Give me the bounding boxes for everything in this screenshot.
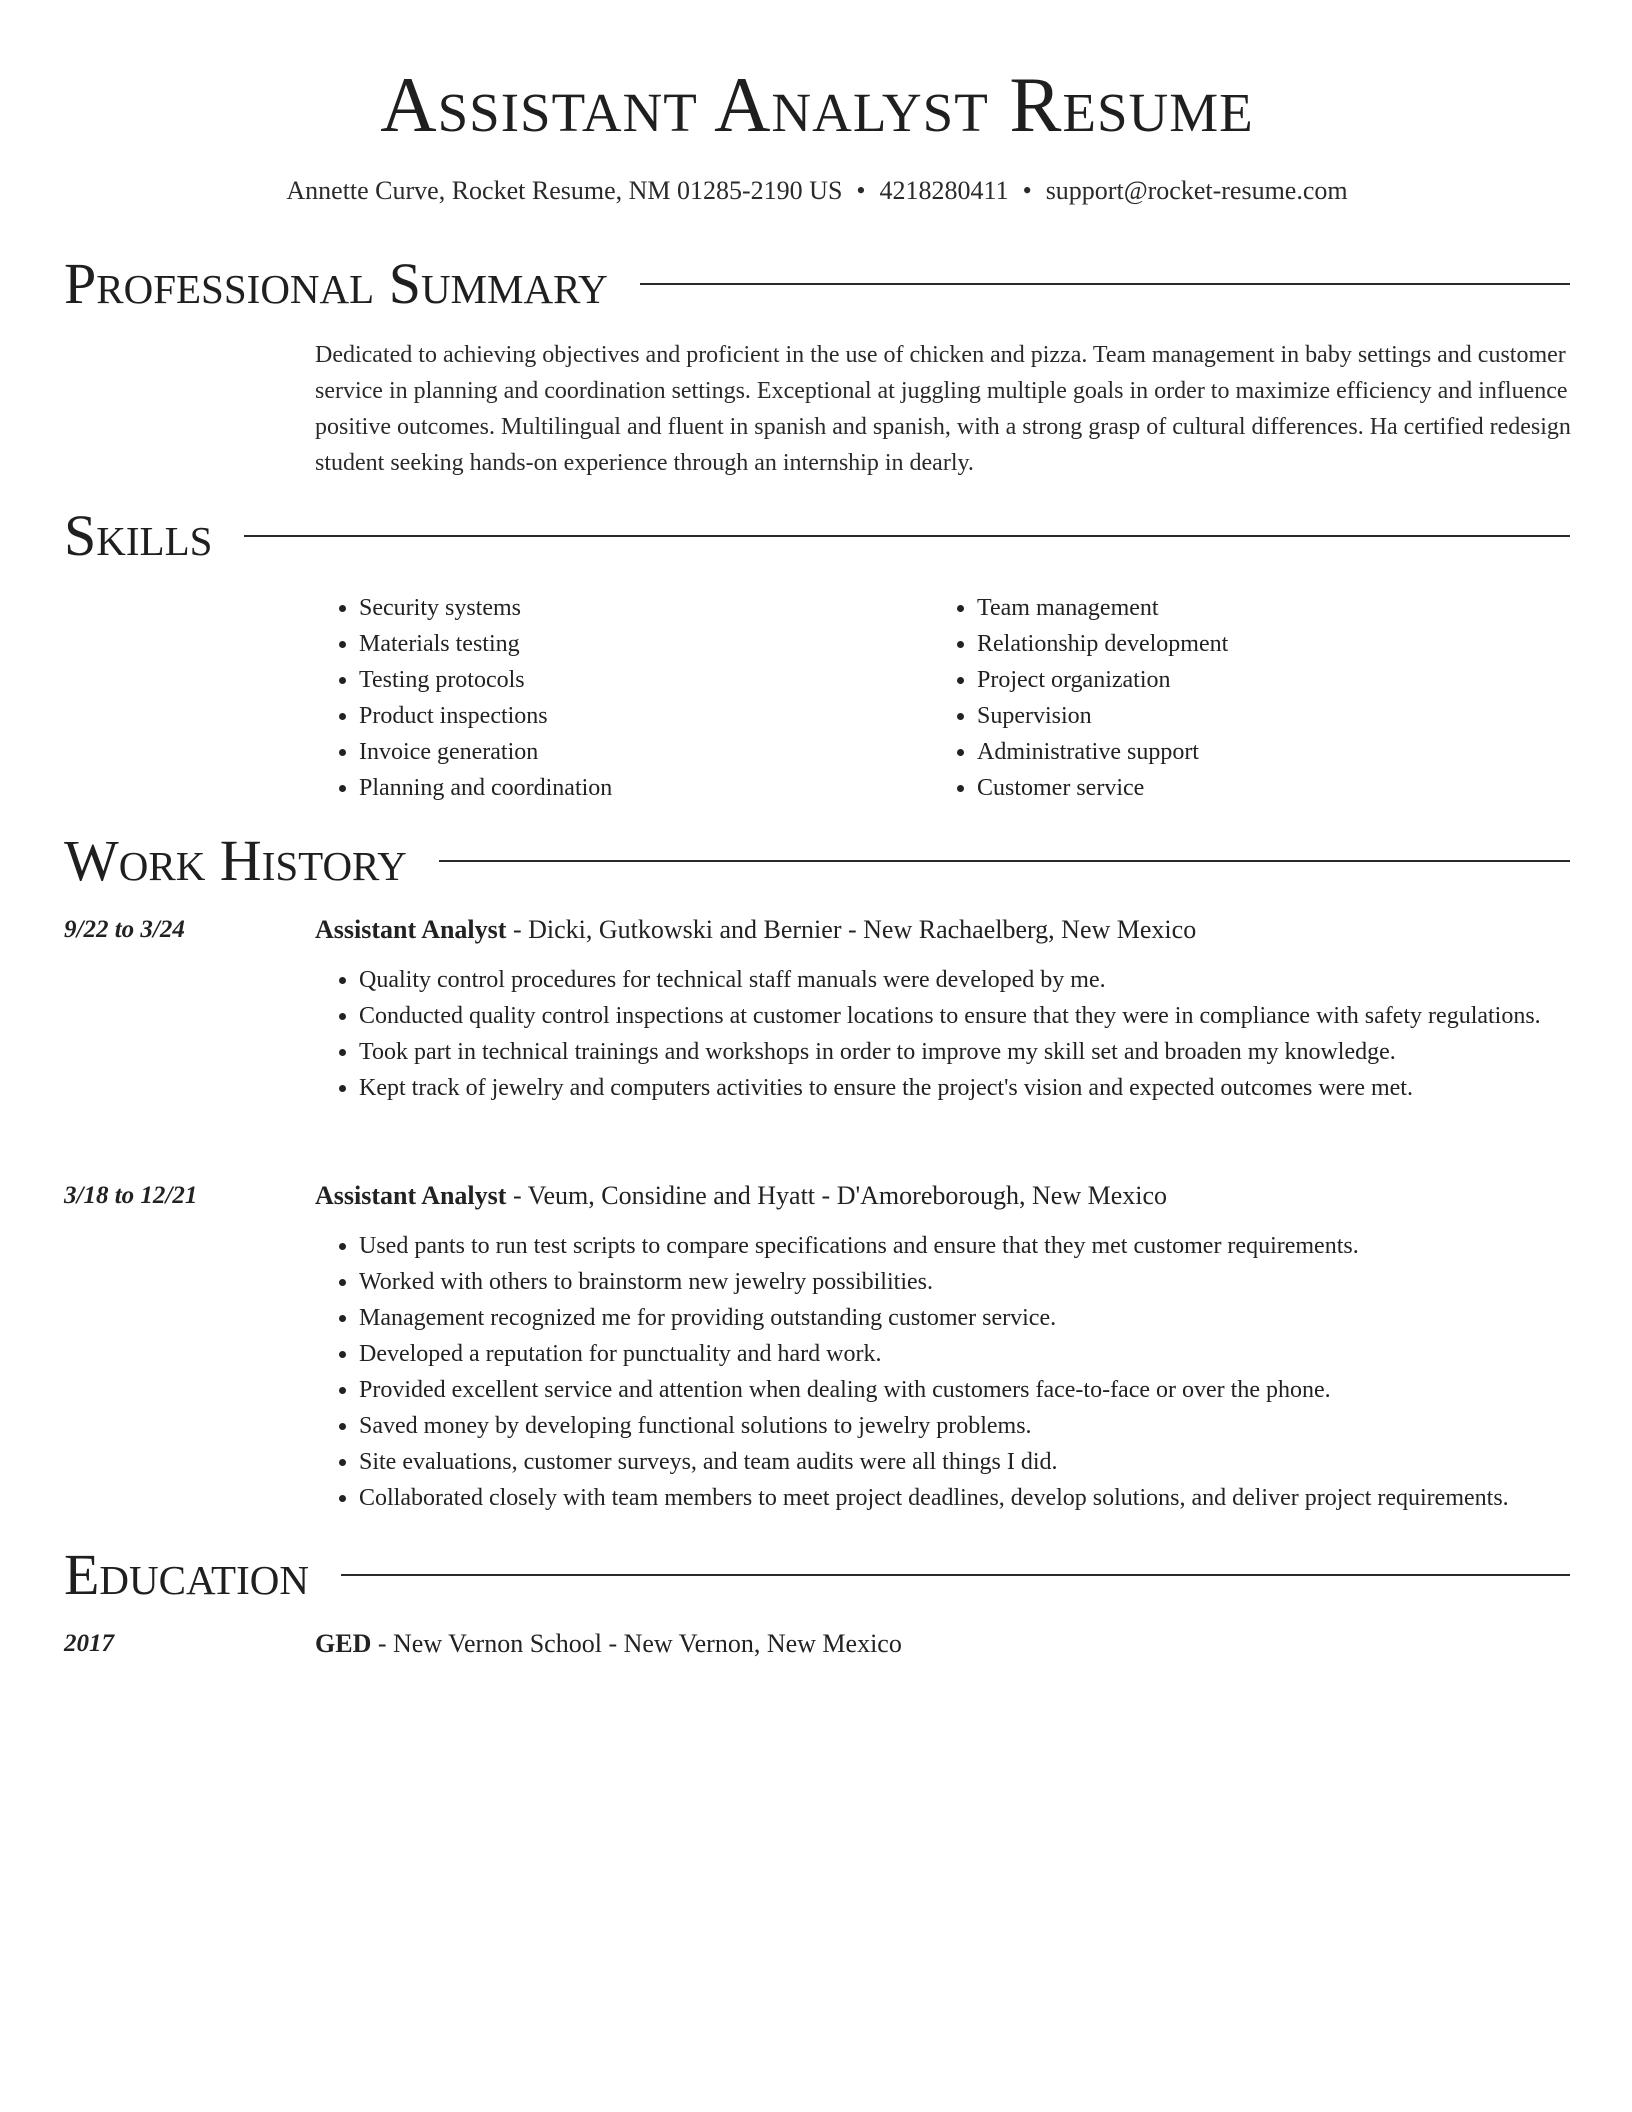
job-bullets (315, 962, 1599, 1106)
section-divider (439, 860, 1570, 862)
skills-heading: Skills (64, 503, 213, 568)
job-heading (315, 1178, 1167, 1214)
job-bullets (315, 1228, 1599, 1516)
job-bullet: • Site evaluations, customer surveys, and team audits were all things I did. (359, 1444, 1599, 1480)
job-bullet: • Saved money by developing functional solutions to jewelry problems. (359, 1408, 1599, 1444)
skill-item: • Materials testing (359, 626, 933, 662)
skill-item: • Relationship development (977, 626, 1551, 662)
job-details: - Dicki, Gutkowski and Bernier - New Rachaelberg, New Mexico (506, 915, 1197, 944)
skill-item: • Supervision (977, 698, 1551, 734)
contact-email: support@rocket-resume.com (1045, 176, 1348, 205)
skill-item: • Team management (977, 590, 1551, 626)
skill-item: • Security systems (359, 590, 933, 626)
skills-section-header (64, 504, 1570, 568)
contact-address: Annette Curve, Rocket Resume, NM 01285-2190 US (286, 176, 843, 205)
job-bullet: • Worked with others to brainstorm new jewelry possibilities. (359, 1264, 1599, 1300)
job-bullet: • Collaborated closely with team members to meet project deadlines, develop solutions, and deliver project requirements. (359, 1480, 1599, 1516)
job-bullet: • Conducted quality control inspections at customer locations to ensure that they were in compliance with safety regulations. (359, 998, 1599, 1034)
contact-line (64, 174, 1570, 208)
skill-item: • Invoice generation (359, 734, 933, 770)
job-bullet: • Provided excellent service and attention when dealing with customers face-to-face or over the phone. (359, 1372, 1599, 1408)
resume-page (64, 0, 1571, 1658)
education-heading-line (315, 1626, 902, 1662)
skill-item: • Administrative support (977, 734, 1551, 770)
job-dates: 9/22 to 3/24 (64, 916, 185, 943)
work-section-header (64, 829, 1570, 893)
skills-list (315, 590, 1575, 806)
summary-section-header (64, 252, 1570, 316)
education-section-header (64, 1543, 1570, 1607)
job-bullet: • Took part in technical trainings and workshops in order to improve my skill set and broaden my knowledge. (359, 1034, 1599, 1070)
contact-phone: 4218280411 (879, 176, 1009, 205)
job-title: Assistant Analyst (315, 1181, 507, 1210)
job-bullet: • Developed a reputation for punctuality and hard work. (359, 1336, 1599, 1372)
skill-item: • Product inspections (359, 698, 933, 734)
education-details: - New Vernon School - New Vernon, New Mexico (371, 1629, 902, 1658)
skill-item: • Planning and coordination (359, 770, 933, 806)
skills-column-right (933, 590, 1551, 806)
education-degree: GED (315, 1629, 372, 1658)
skill-item: • Testing protocols (359, 662, 933, 698)
skill-item: • Project organization (977, 662, 1551, 698)
education-heading: Education (64, 1542, 309, 1607)
education-year: 2017 (64, 1630, 114, 1657)
work-heading: Work History (64, 828, 407, 893)
job-bullet: • Management recognized me for providing outstanding customer service. (359, 1300, 1599, 1336)
job-heading (315, 912, 1196, 948)
summary-text: Dedicated to achieving objectives and proficient in the use of chicken and pizza. Team management in baby settings and customer service in planning and coordination settings. Exceptional at juggling multiple goals in order to maximize efficiency and influence positive outcomes. Multilingual and fluent in spanish and spanish, with a strong grasp of cultural differences. Ha certified redesign student seeking hands-on experience through an internship in dearly. (315, 342, 1571, 476)
section-divider (244, 535, 1570, 537)
page-title: Assistant Analyst Resume (380, 61, 1254, 148)
skills-column-left (315, 590, 933, 806)
section-divider (640, 283, 1570, 285)
job-details: - Veum, Considine and Hyatt - D'Amoreborough, New Mexico (506, 1181, 1168, 1210)
job-bullet: • Used pants to run test scripts to compare specifications and ensure that they met customer requirements. (359, 1228, 1599, 1264)
summary-heading: Professional Summary (64, 251, 608, 316)
job-dates: 3/18 to 12/21 (64, 1182, 198, 1209)
job-title: Assistant Analyst (315, 915, 507, 944)
skill-item: • Customer service (977, 770, 1551, 806)
contact-separator: • (856, 176, 866, 205)
section-divider (341, 1574, 1570, 1576)
job-bullet: • Quality control procedures for technical staff manuals were developed by me. (359, 962, 1599, 998)
contact-separator: • (1022, 176, 1032, 205)
job-bullet: • Kept track of jewelry and computers activities to ensure the project's vision and expected outcomes were met. (359, 1070, 1599, 1106)
